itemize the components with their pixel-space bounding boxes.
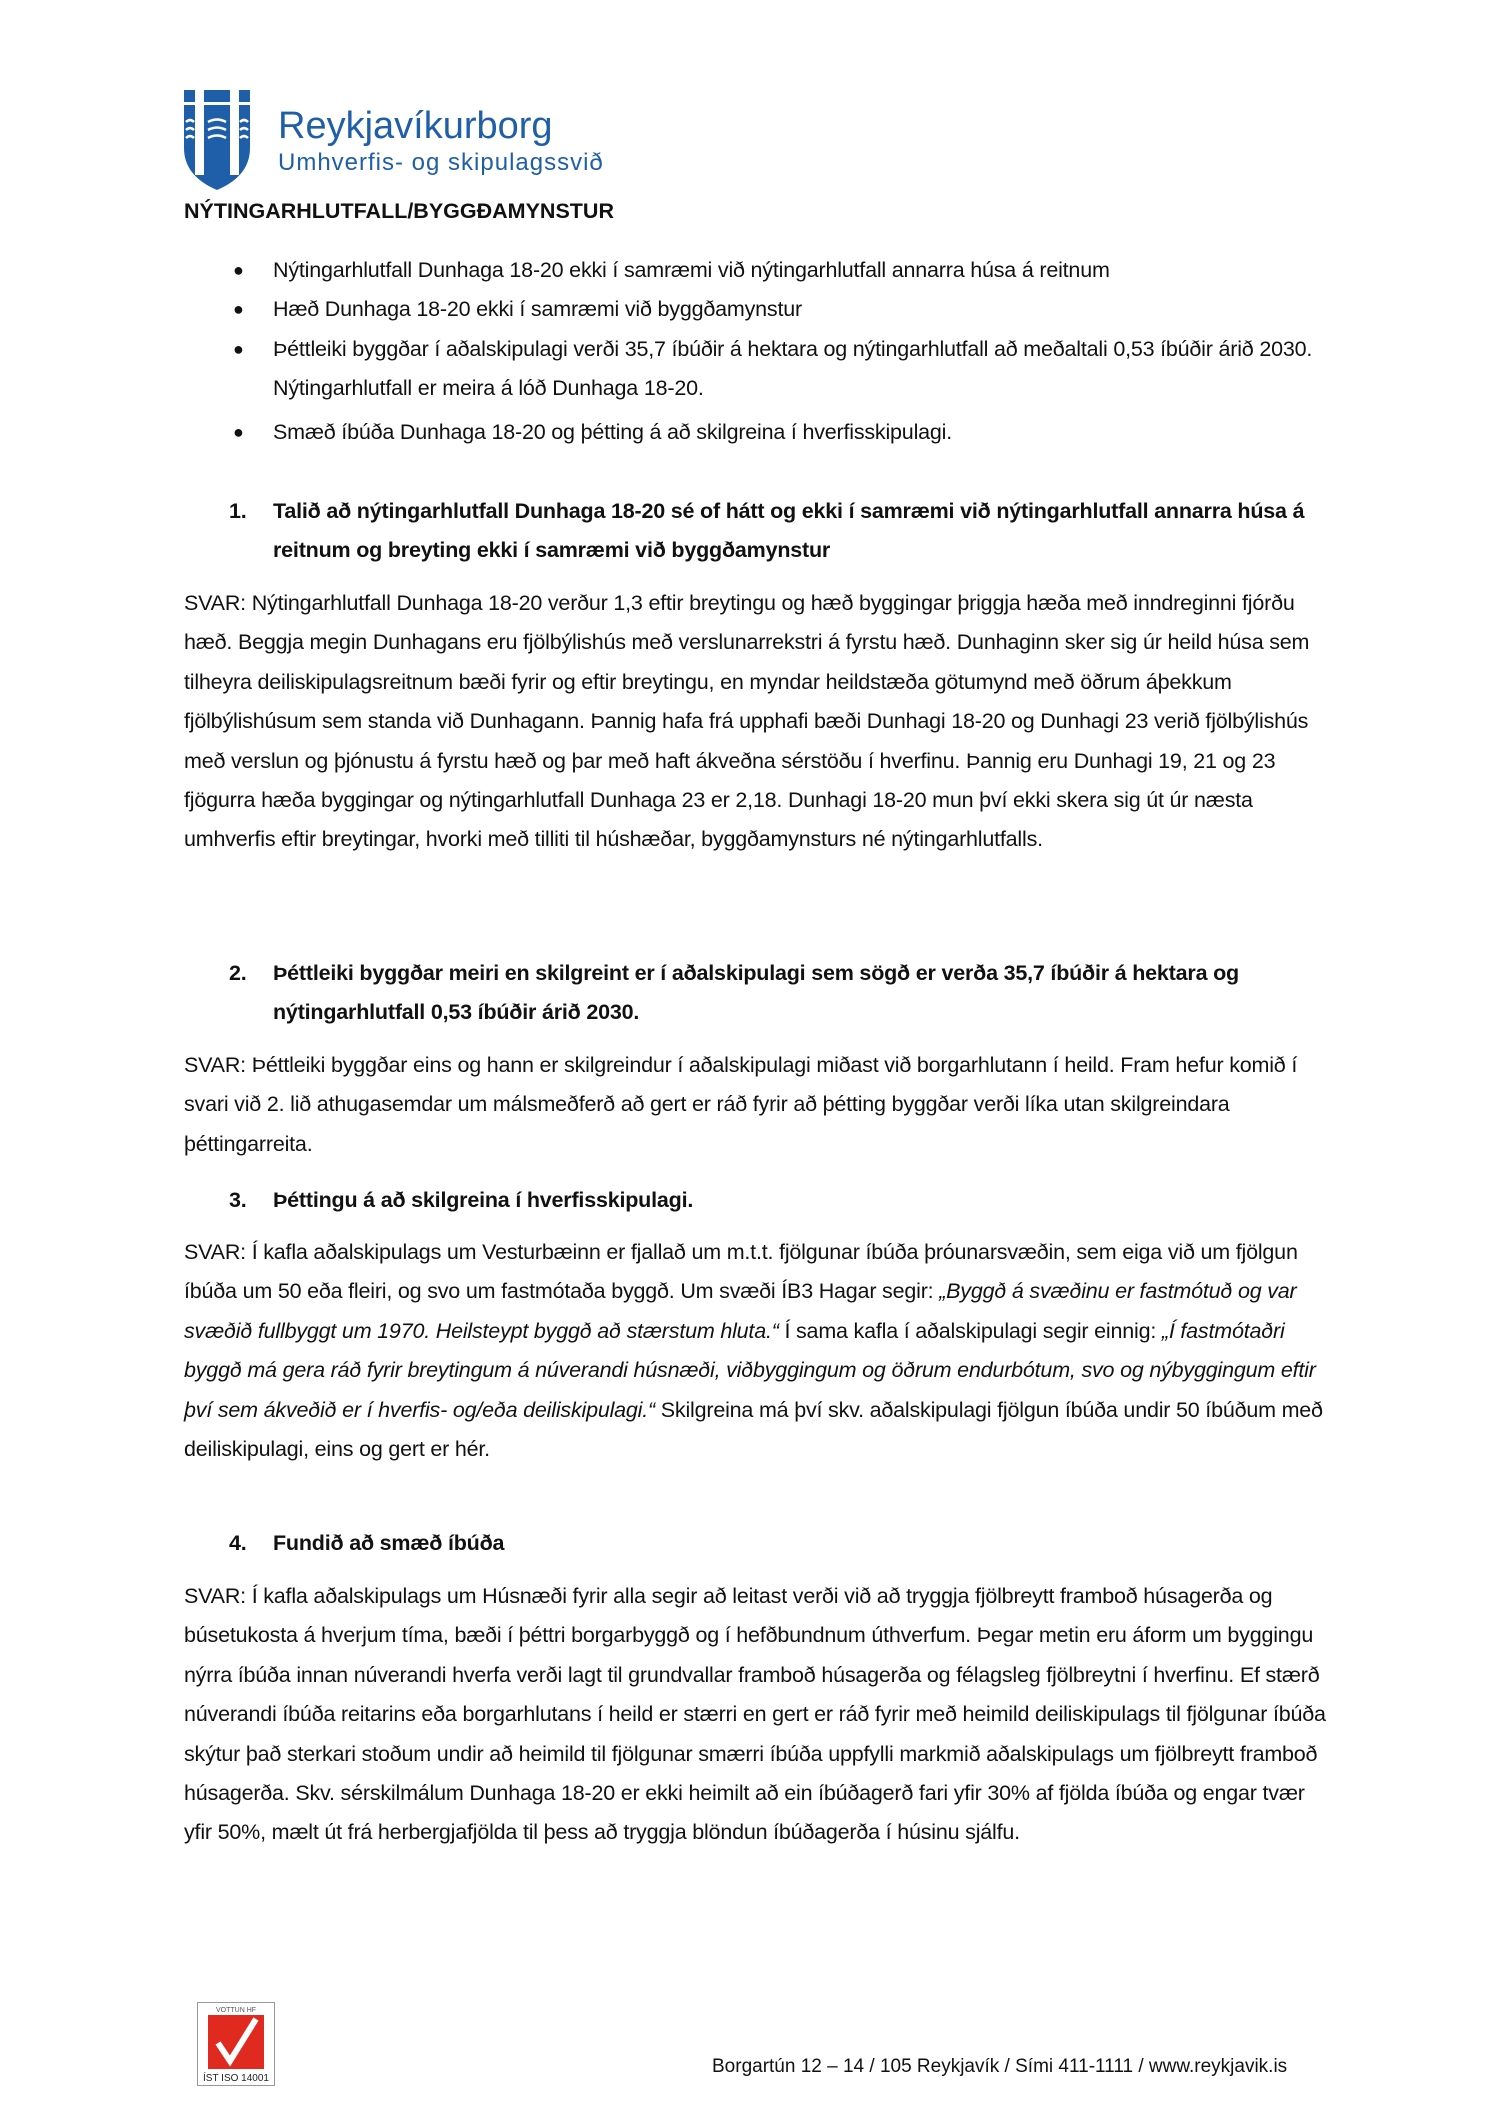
answer-text: SVAR: Í kafla aðalskipulags um Vesturbæinn er fjallað um m.t.t. fjölgunar íbúða þróunarsvæðin, sem eiga við um fjölgun íbúða um 50 eða fleiri, og svo um fastmótaða byggð. Um svæði ÍB3 Hagar segir:	[184, 1240, 1298, 1304]
quote-text: „Byggð á svæðinu er fastmótuð og var svæðið fullbyggt um 1970. Heilsteypt byggð að stærstum hluta.“	[184, 1279, 1297, 1343]
item-3-title	[229, 1181, 1333, 1220]
iso-certification-logo	[197, 2002, 275, 2086]
bullet-icon: ●	[233, 338, 244, 359]
quote-text: „Í fastmótaðri byggð má gera ráð fyrir breytingum á núverandi húsnæði, viðbyggingum og öðrum endurbótum, svo og nýbyggingum eftir því sem ákveðið er í hverfis- og/eða deiliskipulagi.“	[184, 1318, 1316, 1422]
bullet-text: Smæð íbúða Dunhaga 18-20 og þétting á að skilgreina í hverfisskipulagi.	[273, 419, 953, 444]
list-item	[233, 413, 1333, 452]
footer-address: Borgartún 12 – 14 / 105 Reykjavík / Sími 411-1111 / www.reykjavik.is	[712, 2056, 1288, 2077]
brand-title: Reykjavíkurborg	[278, 105, 553, 147]
bullet-text: Þéttleiki byggðar í aðalskipulagi verði 35,7 íbúðir á hektara og nýtingarhlutfall að meðaltali 0,53 íbúðir árið 2030. Nýtingarhlutfall er meira á lóð Dunhaga 18-20.	[273, 336, 1313, 401]
list-item	[233, 290, 1333, 329]
bullet-icon: ●	[233, 260, 244, 280]
page-title: NÝTINGARHLUTFALL/BYGGÐAMYNSTUR	[184, 199, 614, 223]
reykjavik-coat-of-arms-logo	[182, 88, 252, 192]
item-3-answer	[184, 1233, 1334, 1469]
item-title-text: Talið að nýtingarhlutfall Dunhaga 18-20 sé of hátt og ekki í samræmi við nýtingarhlutfall annarra húsa á reitnum og breyting ekki í samræmi við byggðamynstur	[273, 499, 1305, 563]
bullet-text: Hæð Dunhaga 18-20 ekki í samræmi við byggðamynstur	[273, 297, 802, 322]
svg-text:ÍST ISO 14001: ÍST ISO 14001	[203, 2073, 269, 2084]
item-number: 4.	[229, 1531, 247, 1555]
item-number: 1.	[229, 499, 247, 523]
summary-bullet-list	[233, 251, 1333, 452]
bullet-text: Nýtingarhlutfall Dunhaga 18-20 ekki í samræmi við nýtingarhlutfall annarra húsa á reitnum	[273, 258, 1110, 282]
item-title-text: Þéttingu á að skilgreina í hverfisskipulagi.	[273, 1188, 694, 1212]
item-title-text: Fundið að smæð íbúða	[273, 1531, 505, 1555]
brand-name	[278, 104, 604, 178]
item-1-title	[229, 492, 1333, 571]
bullet-icon: ●	[233, 299, 244, 320]
item-4-answer: SVAR: Í kafla aðalskipulags um Húsnæði fyrir alla segir að leitast verði við að tryggja fjölbreytt framboð húsagerða og búsetukosta á hverjum tíma, bæði í þéttri borgarbyggð og í hefðbundnum úthverfum. Þegar metin eru áform um byggingu nýrra íbúða innan núverandi hverfa verði lagt til grundvallar framboð húsagerða og félagsleg fjölbreytni í hverfinu. Ef stærð núverandi íbúða reitarins eða borgarhlutans í heild er stærri en gert er ráð fyrir með heimild deiliskipulags til fjölgunar íbúða skýtur það sterkari stoðum undir að heimild til fjölgunar smærri íbúða uppfylli markmið aðalskipulags um fjölbreytt framboð húsagerða. Skv. sérskilmálum Dunhaga 18-20 er ekki heimilt að ein íbúðagerð fari yfir 30% af fjölda íbúða og engar tvær yfir 50%, mælt út frá herbergjafjölda til þess að tryggja blöndun íbúðagerða í húsinu sjálfu.	[184, 1584, 1326, 1845]
brand-department: Umhverfis- og skipulagssvið	[278, 149, 604, 176]
item-2-title	[229, 954, 1333, 1033]
item-2-answer: SVAR: Þéttleiki byggðar eins og hann er skilgreindur í aðalskipulagi miðast við borgarhlutann í heild. Fram hefur komið í svari við 2. lið athugasemdar um málsmeðferð að gert er ráð fyrir að þétting byggðar verði líka utan skilgreindara þéttingarreita.	[184, 1053, 1298, 1156]
item-4-title	[229, 1524, 1333, 1563]
list-item	[233, 330, 1333, 409]
item-title-text: Þéttleiki byggðar meiri en skilgreint er í aðalskipulagi sem sögð er verða 35,7 íbúðir á hektara og nýtingarhlutfall 0,53 íbúðir árið 2030.	[273, 961, 1239, 1025]
item-1-answer: SVAR: Nýtingarhlutfall Dunhaga 18-20 verður 1,3 eftir breytingu og hæð byggingar þriggja hæða með inndreginni fjórðu hæð. Beggja megin Dunhagans eru fjölbýlishús með verslunarrekstri á fyrstu hæð. Dunhaginn sker sig úr heild húsa sem tilheyra deiliskipulagsreitnum bæði fyrir og eftir breytingu, en myndar heildstæða götumynd með öðrum áþekkum fjölbýlishúsum sem standa við Dunhagann. Þannig hafa frá upphafi bæði Dunhagi 18-20 og Dunhagi 23 verið fjölbýlishús með verslun og þjónustu á fyrstu hæð og þar með haft ákveðna sérstöðu í hverfinu. Þannig eru Dunhagi 19, 21 og 23 fjögurra hæða byggingar og nýtingarhlutfall Dunhaga 23 er 2,18. Dunhagi 18-20 mun því ekki skera sig út úr næsta umhverfis eftir breytingar, hvorki með tilliti til húshæðar, byggðamynsturs né nýtingarhlutfalls.	[184, 591, 1310, 852]
answer-text: Í sama kafla í aðalskipulagi segir einnig:	[778, 1318, 1162, 1343]
list-item	[233, 251, 1333, 290]
item-number: 2.	[229, 961, 247, 985]
answer-text: Skilgreina má því skv. aðalskipulagi fjölgun íbúða undir 50 íbúðum með deiliskipulagi, eins og gert er hér.	[184, 1397, 1323, 1462]
item-number: 3.	[229, 1188, 247, 1212]
bullet-icon: ●	[233, 421, 244, 442]
svg-text:VOTTUN HF: VOTTUN HF	[215, 2007, 257, 2014]
